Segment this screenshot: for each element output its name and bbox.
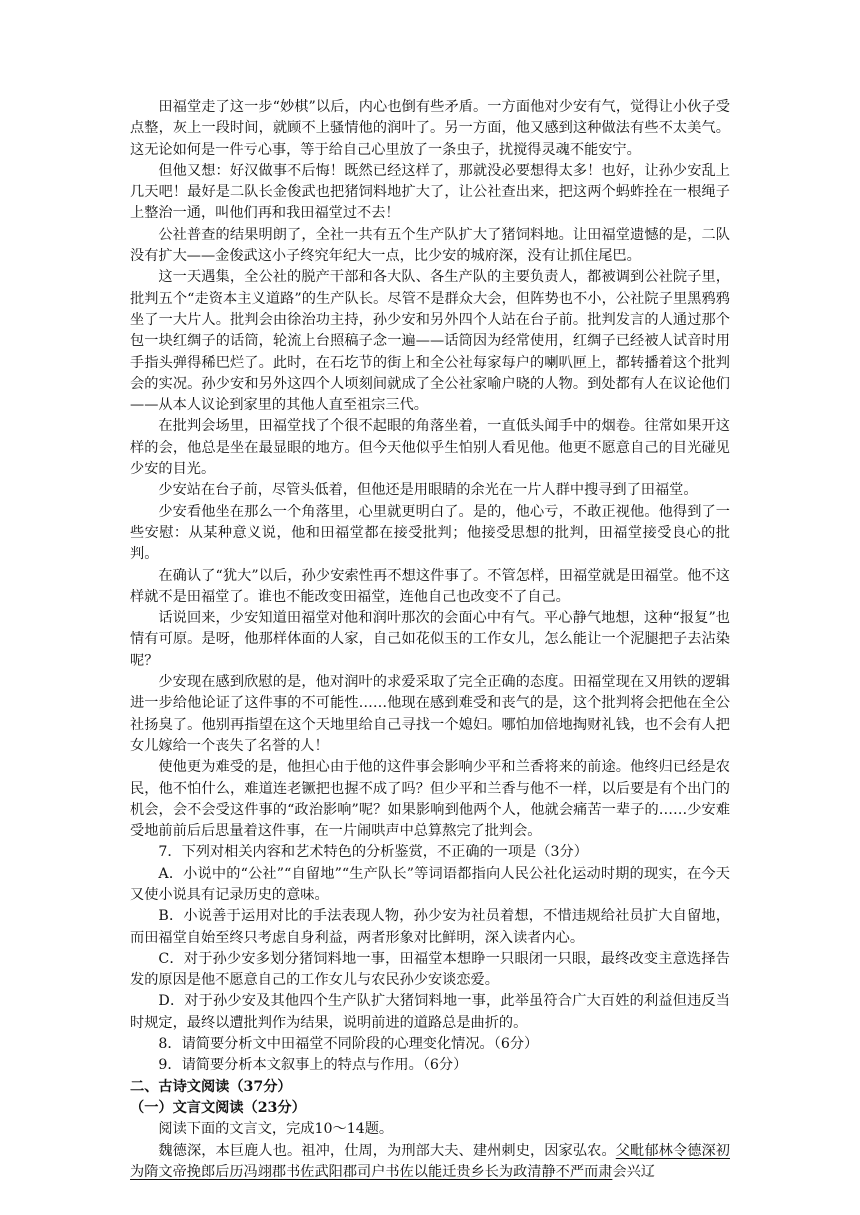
question-9: 9．请简要分析本文叙事上的特点与作用。（6分）	[158, 1057, 468, 1074]
question-8: 8．请简要分析文中田福堂不同阶段的心理变化情况。（6分）	[158, 1036, 539, 1053]
classical-tail: 会兴辽	[612, 1163, 655, 1180]
classical-text	[130, 1141, 730, 1184]
option-b: B．小说善于运用对比的手法表现人物，孙少安为社员着想，不惜违规给社员扩大自留地，而田福堂自始至终只考虑自身利益，两者形象对比鲜明，深入读者内心。	[130, 908, 730, 946]
story-paragraph: 公社普查的结果明朗了，全社一共有五个生产队扩大了猪饲料地。让田福堂遗憾的是，二队没有扩大——金俊武这小子终究年纪大一点，比少安的城府深，没有让抓住尾巴。	[130, 226, 730, 265]
story-paragraph: 在批判会场里，田福堂找了个很不起眼的角落坐着，一直低头闻手中的烟卷。往常如果开这样的会，他总是坐在最显眼的地方。但今天他似乎生怕别人看见他。他更不愿意自己的目光碰见少安的目光。	[130, 418, 730, 478]
story-paragraph: 这一天遇集，全公社的脱产干部和各大队、各生产队的主要负责人，都被调到公社院子里，批判五个“走资本主义道路”的生产队长。尽管不是群众大会，但阵势也不小，公社院子里黑鸦鸦坐了一大片人。批判会由徐治功主持，孙少安和另外四个人站在台子前。批判发言的人通过那个包一块红绸子的话筒，轮流上台照稿子念一遍——话筒因为经常使用，红绸子已经被人试音时用手指头弹得稀巴烂了。此时，在石圪节的街上和全公社每家每户的喇叭匣上，都转播着这个批判会的实况。孙少安和另外这四个人顷刻间就成了全公社家喻户晓的人物。到处都有人在议论他们——从本人议论到家里的其他人直至祖宗三代。	[130, 269, 730, 414]
story-paragraph: 话说回来，少安知道田福堂对他和润叶那次的会面心中有气。平心静气地想，这种“报复”也情有可原。是呀，他那样体面的人家，自己如花似玉的工作女儿，怎么能让一个泥腿把子去沾染呢？	[130, 610, 730, 669]
option-d: D．对于孙少安及其他四个生产队扩大猪饲料地一事，此举虽符合广大百姓的利益但违反当时规定，最终以遭批判作为结果，说明前进的道路总是曲折的。	[130, 993, 730, 1031]
story-paragraph: 但他又想：好汉做事不后悔！既然已经这样了，那就没必要想得太多！也好，让孙少安乱上几天吧！最好是二队长金俊武也把猪饲料地扩大了，让公社查出来，把这两个蚂蚱拴在一根绳子上整治一通，叫他们再和我田福堂过不去！	[130, 162, 730, 222]
story-paragraph: 田福堂走了这一步“妙棋”以后，内心也倒有些矛盾。一方面他对少安有气，觉得让小伙子受点整，灰上一段时间，就顾不上骚情他的润叶了。另一方面，他又感到这种做法有些不太美气。这无论如何是一件亏心事，等于给自己心里放了一条虫子，扰搅得灵魂不能安宁。	[130, 99, 730, 158]
story-paragraph: 少安站在台子前，尽管头低着，但他还是用眼睛的余光在一片人群中搜寻到了田福堂。	[158, 482, 698, 499]
classical-lead: 魏德深，本巨鹿人也。祖冲，仕周，为刑部大夫、建州刺史，因家弘农。	[158, 1142, 616, 1159]
story-paragraph: 在确认了“犹大”以后，孙少安索性再不想这件事了。不管怎样，田福堂就是田福堂。他不这样就不是田福堂了。谁也不能改变田福堂，连他自己也改变不了自己。	[130, 567, 730, 605]
option-c: C．对于孙少安多划分猪饲料地一事，田福堂本想睁一只眼闭一只眼，最终改变主意选择告发的原因是他不愿意自己的工作女儿与农民孙少安谈恋爱。	[130, 950, 730, 989]
underlined-passage: 父毗郁林令德深初为隋文帝挽郎后历冯翊郡书佐武阳郡司户书佐以能迁贵乡长为政清静不严而肃	[130, 1142, 730, 1180]
reading-instruction: 阅读下面的文言文，完成10～14题。	[158, 1121, 394, 1138]
subsection-heading: （一）文言文阅读（23分）	[130, 1099, 306, 1116]
story-paragraph: 少安现在感到欣慰的是，他对润叶的求爱采取了完全正确的态度。田福堂现在又用铁的逻辑进一步给他论证了这件事的不可能性……他现在感到难受和丧气的是，这个批判将会把他在全公社扬臭了。他别再指望在这个天地里给自己寻找一个媳妇。哪怕加倍地掏财礼钱，也不会有人把女儿嫁给一个丧失了名誉的人！	[130, 674, 730, 754]
option-a: A．小说中的“公社”“自留地”“生产队长”等词语都指向人民公社化运动时期的现实，在今天又使小说具有记录历史的意味。	[130, 865, 730, 903]
story-paragraph: 使他更为难受的是，他担心由于他的这件事会影响少平和兰香将来的前途。他终归已经是农民，他不怕什么，难道连老镢把也握不成了吗？但少平和兰香与他不一样，以后要是有个出门的机会，会不会受这件事的“政治影响”呢？如果影响到他两个人，他就会痛苦一辈子的……少安难受地前前后后思量着这件事，在一片闹哄声中总算熬完了批判会。	[130, 759, 730, 840]
section-heading: 二、古诗文阅读（37分）	[130, 1078, 292, 1095]
document-page	[130, 97, 730, 1183]
story-paragraph: 少安看他坐在那么一个角落里，心里就更明白了。是的，他心亏，不敢正视他。他得到了一些安慰：从某种意义说，他和田福堂都在接受批判；他接受思想的批判，田福堂接受良心的批判。	[130, 503, 730, 563]
question-7: 7．下列对相关内容和艺术特色的分析鉴赏，不正确的一项是（3分）	[158, 844, 588, 861]
